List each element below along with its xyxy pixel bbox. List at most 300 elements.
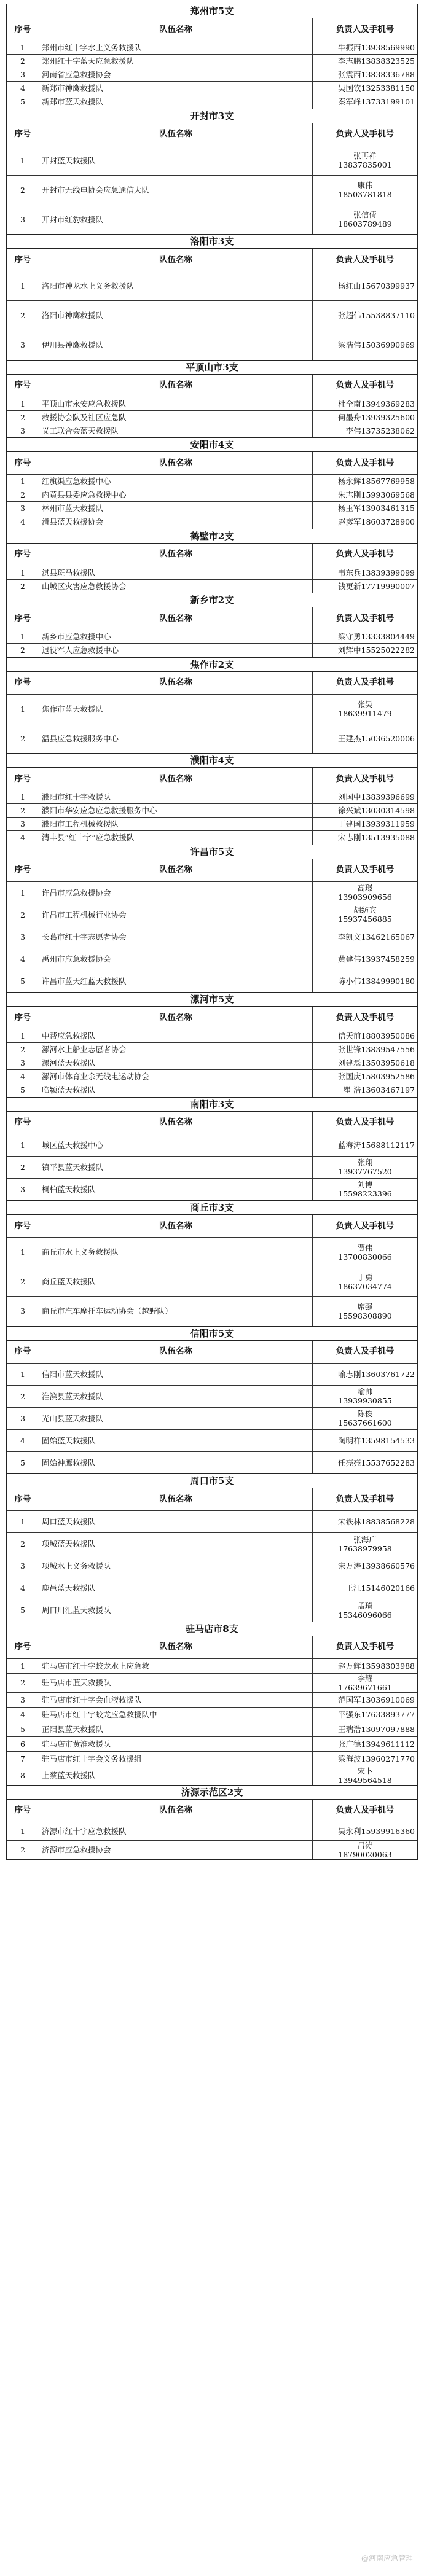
cell-person: 信天前18803950086 <box>313 1029 418 1043</box>
cell-team: 商丘市汽车摩托车运动协会（越野队） <box>39 1297 313 1326</box>
header-person: 负责人及手机号 <box>313 18 418 41</box>
cell-team: 周口蓝天救援队 <box>39 1511 313 1533</box>
team-table <box>7 1341 417 1474</box>
header-team: 队伍名称 <box>39 1800 313 1822</box>
table-header-row <box>7 375 417 397</box>
cell-idx: 2 <box>20 581 25 591</box>
cell-person: 钱更新17719990007 <box>313 579 418 593</box>
table-row <box>7 926 417 948</box>
cell-team: 义工联合会蓝天救援队 <box>39 424 313 437</box>
cell-person: 李凯文13462165067 <box>313 926 418 948</box>
table-row <box>7 804 417 818</box>
table-row <box>7 566 417 579</box>
header-team: 队伍名称 <box>39 1007 313 1029</box>
table-row <box>7 1083 417 1097</box>
table-header-row <box>7 607 417 630</box>
team-table <box>7 607 417 657</box>
cell-idx: 5 <box>20 1606 25 1615</box>
header-team: 队伍名称 <box>39 249 313 271</box>
cell-team: 驻马店市红十字蛟龙水上应急救 <box>39 1658 313 1673</box>
cell-person: 陶明祥13598154533 <box>313 1429 418 1451</box>
team-table <box>7 249 417 360</box>
cell-team: 济源市应急救援协会 <box>39 1840 313 1859</box>
cell-person: 梁守勇13333804449 <box>313 630 418 644</box>
table-row <box>7 424 417 437</box>
table-header-row <box>7 1488 417 1511</box>
cell-person: 杨永辉18567769958 <box>313 475 418 488</box>
table-row <box>7 1822 417 1840</box>
team-table <box>7 1636 417 1785</box>
table-row <box>7 1429 417 1451</box>
cell-person: 李伟13735238062 <box>313 424 418 437</box>
cell-idx: 2 <box>7 1385 39 1407</box>
header-person: 负责人及手机号 <box>313 1007 418 1029</box>
cell-team: 淇县斑马救援队 <box>39 566 313 579</box>
city-section <box>6 438 418 529</box>
cell-team: 光山县蓝天救援队 <box>39 1407 313 1429</box>
cell-team: 中帮应急救援队 <box>39 1029 313 1043</box>
city-section <box>6 1622 418 1786</box>
cell-person: 吴永利15939916360 <box>313 1822 418 1840</box>
cell-team: 伊川县神鹰救援队 <box>39 330 313 360</box>
cell-idx: 1 <box>7 1658 39 1673</box>
city-title: 郑州市5支 <box>7 4 417 18</box>
table-row <box>7 1043 417 1056</box>
cell-person: 刘博 15598223396 <box>313 1178 418 1200</box>
header-idx: 序号 <box>7 1341 39 1364</box>
table-row <box>7 1070 417 1083</box>
table-row <box>7 55 417 68</box>
cell-team: 鹿邑蓝天救援队 <box>39 1577 313 1599</box>
cell-team: 商丘市水上义务救援队 <box>39 1238 313 1267</box>
cell-team: 驻马店市黄淮救援队 <box>39 1736 313 1751</box>
cell-team: 许昌市应急救援协会 <box>39 881 313 904</box>
cell-idx: 2 <box>7 175 39 205</box>
table-header-row <box>7 1215 417 1238</box>
cell-person: 韦东兵13839399099 <box>313 566 418 579</box>
cell-idx: 3 <box>20 1306 25 1316</box>
cell-person: 赵彦军18603728900 <box>313 515 418 529</box>
city-section <box>6 1098 418 1201</box>
header-idx: 序号 <box>7 768 39 790</box>
cell-idx: 2 <box>7 1267 39 1297</box>
team-table <box>7 1215 417 1326</box>
cell-idx: 4 <box>7 948 39 970</box>
cell-idx: 2 <box>7 410 39 424</box>
cell-team: 开封市红豹救援队 <box>39 205 313 234</box>
header-person: 负责人及手机号 <box>313 768 418 790</box>
cell-idx: 3 <box>7 1056 39 1070</box>
cell-team: 周口川汇蓝天救援队 <box>39 1599 313 1622</box>
rescue-team-directory <box>6 4 418 1860</box>
cell-person: 杨玉军13903461315 <box>313 502 418 515</box>
cell-idx: 3 <box>7 502 39 515</box>
table-header-row <box>7 1007 417 1029</box>
cell-person: 张震西13838336788 <box>313 68 418 82</box>
cell-team: 新郑市神鹰救援队 <box>39 82 313 95</box>
city-section <box>6 109 418 235</box>
table-header-row <box>7 249 417 271</box>
table-row <box>7 1156 417 1178</box>
cell-person: 朱志刚15993069568 <box>313 488 418 502</box>
header-person: 负责人及手机号 <box>313 859 418 882</box>
table-header-row <box>7 768 417 790</box>
table-row <box>7 1673 417 1692</box>
cell-team: 镇平县蓝天救援队 <box>39 1156 313 1178</box>
cell-person: 吕涛 18790020063 <box>313 1840 418 1859</box>
team-table <box>7 1112 417 1201</box>
cell-team: 驻马店市红十字会血液救援队 <box>39 1692 313 1707</box>
cell-team: 温县应急救援服务中心 <box>39 724 313 753</box>
header-idx: 序号 <box>7 1488 39 1511</box>
table-header-row <box>7 859 417 882</box>
table-row <box>7 515 417 529</box>
cell-team: 项城蓝天救援队 <box>39 1533 313 1555</box>
cell-idx: 1 <box>7 1822 39 1840</box>
table-row <box>7 205 417 234</box>
table-row <box>7 1722 417 1736</box>
cell-person: 刘建磊13503950618 <box>313 1056 418 1070</box>
cell-person: 梁海波13960271770 <box>313 1751 418 1766</box>
cell-idx: 5 <box>20 1458 25 1467</box>
city-section <box>6 754 418 845</box>
cell-team: 禹州市应急救援协会 <box>39 948 313 970</box>
cell-team: 滑县蓝天救援协会 <box>39 515 313 529</box>
city-title: 新乡市2支 <box>7 593 417 607</box>
header-idx: 序号 <box>7 123 39 146</box>
table-row <box>7 948 417 970</box>
table-row <box>7 271 417 301</box>
city-title: 许昌市5支 <box>7 845 417 859</box>
cell-person: 张昊 18639911479 <box>313 694 418 724</box>
cell-team: 长葛市红十字志愿者协会 <box>39 926 313 948</box>
header-idx: 序号 <box>7 1215 39 1238</box>
cell-team: 开封蓝天救援队 <box>39 146 313 175</box>
table-row <box>7 818 417 831</box>
table-row <box>7 1178 417 1200</box>
header-team: 队伍名称 <box>39 375 313 397</box>
cell-person: 孟琦 15346096066 <box>313 1599 418 1622</box>
header-team: 队伍名称 <box>39 123 313 146</box>
cell-person: 李志鹏13838323525 <box>313 55 418 68</box>
table-row <box>7 488 417 502</box>
cell-person: 何墨舟13939325600 <box>313 410 418 424</box>
header-idx: 序号 <box>7 375 39 397</box>
cell-idx: 2 <box>7 804 39 818</box>
table-row <box>7 1707 417 1722</box>
cell-person: 李耀 17639671661 <box>313 1673 418 1692</box>
cell-person: 张国庆15803952586 <box>313 1070 418 1083</box>
header-team: 队伍名称 <box>39 18 313 41</box>
table-row <box>7 1029 417 1043</box>
cell-team: 漯河市体育业余无线电运动协会 <box>39 1070 313 1083</box>
cell-person: 陈俊 15637661600 <box>313 1407 418 1429</box>
city-title: 驻马店市8支 <box>7 1622 417 1636</box>
cell-team: 山城区灾害应急救援协会 <box>39 579 313 593</box>
cell-idx: 7 <box>7 1751 39 1766</box>
cell-person: 瞿 浩13603467197 <box>313 1083 418 1097</box>
cell-team: 漯河水上船业志愿者协会 <box>39 1043 313 1056</box>
cell-idx: 1 <box>7 1134 39 1156</box>
cell-idx: 6 <box>7 1736 39 1751</box>
table-row <box>7 1658 417 1673</box>
cell-person: 梁浩伟15036990969 <box>313 330 418 360</box>
cell-idx: 5 <box>20 976 25 986</box>
table-row <box>7 1533 417 1555</box>
cell-team: 濮阳市红十字救援队 <box>39 790 313 804</box>
header-team: 队伍名称 <box>39 544 313 566</box>
cell-team: 内黄县县委应急救援中心 <box>39 488 313 502</box>
table-row <box>7 1840 417 1859</box>
city-section <box>6 658 418 754</box>
table-row <box>7 904 417 926</box>
cell-team: 退役军人应急救援中心 <box>39 644 313 657</box>
team-table <box>7 859 417 993</box>
cell-person: 席强 15598308890 <box>313 1297 418 1326</box>
city-section <box>6 593 418 658</box>
cell-idx: 2 <box>7 1533 39 1555</box>
cell-idx: 2 <box>7 1673 39 1692</box>
cell-idx: 5 <box>20 1085 25 1095</box>
header-team: 队伍名称 <box>39 859 313 882</box>
table-row <box>7 1407 417 1429</box>
cell-idx: 2 <box>7 1156 39 1178</box>
cell-idx: 1 <box>7 881 39 904</box>
table-row <box>7 1555 417 1577</box>
header-team: 队伍名称 <box>39 1341 313 1364</box>
city-section <box>6 361 418 439</box>
table-row <box>7 1134 417 1156</box>
cell-team: 桐柏蓝天救援队 <box>39 1178 313 1200</box>
cell-idx: 1 <box>7 694 39 724</box>
cell-idx: 4 <box>7 1070 39 1083</box>
cell-idx: 4 <box>20 517 25 527</box>
header-team: 队伍名称 <box>39 607 313 630</box>
cell-person: 张世锋13839547556 <box>313 1043 418 1056</box>
cell-person: 秦军峰13733199101 <box>313 95 418 109</box>
cell-person: 贾伟 13700830066 <box>313 1238 418 1267</box>
city-title: 濮阳市4支 <box>7 754 417 768</box>
header-person: 负责人及手机号 <box>313 544 418 566</box>
cell-team: 上蔡蓝天救援队 <box>39 1766 313 1785</box>
table-row <box>7 831 417 845</box>
header-idx: 序号 <box>7 859 39 882</box>
cell-person: 陈小伟13849990180 <box>313 970 418 992</box>
cell-idx: 5 <box>20 97 25 107</box>
header-person: 负责人及手机号 <box>313 249 418 271</box>
header-person: 负责人及手机号 <box>313 1488 418 1511</box>
header-team: 队伍名称 <box>39 1636 313 1659</box>
cell-idx: 4 <box>7 1429 39 1451</box>
cell-person: 康伟 18503781818 <box>313 175 418 205</box>
header-idx: 序号 <box>7 249 39 271</box>
header-team: 队伍名称 <box>39 1488 313 1511</box>
cell-team: 洛阳市神鹰救援队 <box>39 301 313 330</box>
cell-team: 红旗渠应急救援中心 <box>39 475 313 488</box>
table-row <box>7 1511 417 1533</box>
cell-person: 蓝海涛15688112117 <box>313 1134 418 1156</box>
cell-person: 平强东17633893777 <box>313 1707 418 1722</box>
cell-team: 正阳县蓝天救援队 <box>39 1722 313 1736</box>
cell-idx: 3 <box>7 818 39 831</box>
table-row <box>7 1751 417 1766</box>
cell-idx: 3 <box>20 340 25 350</box>
cell-person: 高璟 13903909656 <box>313 881 418 904</box>
cell-person: 张海广 17638979958 <box>313 1533 418 1555</box>
header-person: 负责人及手机号 <box>313 1112 418 1134</box>
header-idx: 序号 <box>7 452 39 475</box>
cell-idx: 1 <box>7 146 39 175</box>
header-person: 负责人及手机号 <box>313 1800 418 1822</box>
header-idx: 序号 <box>7 1007 39 1029</box>
header-person: 负责人及手机号 <box>313 375 418 397</box>
cell-team: 河南省应急救援协会 <box>39 68 313 82</box>
cell-team: 驻马店市红十字会义务救援组 <box>39 1751 313 1766</box>
table-row <box>7 1599 417 1622</box>
city-title: 平顶山市3支 <box>7 361 417 375</box>
cell-idx: 4 <box>7 1707 39 1722</box>
city-section <box>6 1327 418 1475</box>
cell-idx: 1 <box>7 475 39 488</box>
cell-idx: 1 <box>7 566 39 579</box>
cell-idx: 2 <box>20 646 25 655</box>
team-table <box>7 1007 417 1097</box>
cell-idx: 3 <box>20 426 25 435</box>
cell-idx: 3 <box>7 1692 39 1707</box>
cell-team: 平顶山市永安应急救援队 <box>39 397 313 410</box>
table-row <box>7 1451 417 1473</box>
cell-person: 范国军13036910069 <box>313 1692 418 1707</box>
city-title: 洛阳市3支 <box>7 235 417 249</box>
header-idx: 序号 <box>7 18 39 41</box>
cell-team: 驻马店市蓝天救援队 <box>39 1673 313 1692</box>
table-row <box>7 881 417 904</box>
cell-person: 胡纺宾 15937456885 <box>313 904 418 926</box>
city-title: 漯河市5支 <box>7 993 417 1007</box>
watermark: @河南应急管理 <box>361 2554 413 2562</box>
table-row <box>7 95 417 109</box>
header-person: 负责人及手机号 <box>313 1341 418 1364</box>
cell-team: 商丘蓝天救援队 <box>39 1267 313 1297</box>
cell-team: 郑州市红十字水上义务救援队 <box>39 41 313 55</box>
cell-idx: 4 <box>7 82 39 95</box>
city-section <box>6 1201 418 1327</box>
cell-idx: 2 <box>20 733 25 743</box>
cell-person: 刘国中13839396699 <box>313 790 418 804</box>
cell-person: 王瑞浩13097097888 <box>313 1722 418 1736</box>
cell-idx: 1 <box>7 790 39 804</box>
cell-team: 驻马店市红十字蛟龙应急救援队中 <box>39 1707 313 1722</box>
header-team: 队伍名称 <box>39 1112 313 1134</box>
cell-idx: 8 <box>20 1771 25 1780</box>
table-row <box>7 1363 417 1385</box>
cell-person: 黄建伟13937458259 <box>313 948 418 970</box>
city-section <box>6 529 418 594</box>
cell-person: 丁勇 18637034774 <box>313 1267 418 1297</box>
table-row <box>7 1766 417 1785</box>
city-section <box>6 845 418 993</box>
cell-idx: 2 <box>7 904 39 926</box>
table-header-row <box>7 544 417 566</box>
city-title: 鹤壁市2支 <box>7 529 417 544</box>
table-row <box>7 1267 417 1297</box>
cell-idx: 3 <box>20 214 25 224</box>
cell-idx: 1 <box>7 1511 39 1533</box>
table-row <box>7 1238 417 1267</box>
table-row <box>7 790 417 804</box>
cell-person: 宋铁林18838568228 <box>313 1511 418 1533</box>
table-header-row <box>7 123 417 146</box>
cell-idx: 4 <box>7 1577 39 1599</box>
table-row <box>7 301 417 330</box>
cell-person: 喻志刚13603761722 <box>313 1363 418 1385</box>
team-table <box>7 123 417 235</box>
cell-person: 张超伟15538837110 <box>313 301 418 330</box>
header-person: 负责人及手机号 <box>313 452 418 475</box>
team-table <box>7 768 417 845</box>
header-team: 队伍名称 <box>39 1215 313 1238</box>
cell-idx: 3 <box>20 1184 25 1194</box>
cell-person: 王江15146020166 <box>313 1577 418 1599</box>
cell-person: 杨红山15670399937 <box>313 271 418 301</box>
cell-team: 城区蓝天救援中心 <box>39 1134 313 1156</box>
cell-idx: 3 <box>7 68 39 82</box>
cell-idx: 3 <box>7 1555 39 1577</box>
header-idx: 序号 <box>7 544 39 566</box>
cell-team: 固始蓝天救援队 <box>39 1429 313 1451</box>
city-section <box>6 993 418 1098</box>
cell-person: 张再祥 13837835001 <box>313 146 418 175</box>
city-section <box>6 1474 418 1622</box>
header-person: 负责人及手机号 <box>313 607 418 630</box>
header-idx: 序号 <box>7 1112 39 1134</box>
cell-person: 任亮亮15537652283 <box>313 1451 418 1473</box>
cell-person: 喻帅 13939930855 <box>313 1385 418 1407</box>
table-row <box>7 330 417 360</box>
cell-idx: 2 <box>7 1043 39 1056</box>
cell-person: 吴国钦13253381150 <box>313 82 418 95</box>
cell-idx: 1 <box>7 1363 39 1385</box>
table-row <box>7 1297 417 1326</box>
team-table <box>7 375 417 438</box>
table-row <box>7 397 417 410</box>
header-idx: 序号 <box>7 1636 39 1659</box>
table-row <box>7 1692 417 1707</box>
header-idx: 序号 <box>7 672 39 695</box>
city-section <box>6 4 418 109</box>
cell-person: 张广德13949611112 <box>313 1736 418 1751</box>
team-table <box>7 544 417 593</box>
table-header-row <box>7 18 417 41</box>
cell-team: 开封市无线电协会应急通信大队 <box>39 175 313 205</box>
header-person: 负责人及手机号 <box>313 1215 418 1238</box>
header-team: 队伍名称 <box>39 768 313 790</box>
cell-team: 信阳市蓝天救援队 <box>39 1363 313 1385</box>
cell-person: 丁建国13939311959 <box>313 818 418 831</box>
cell-idx: 1 <box>7 397 39 410</box>
cell-person: 张翔 13937767520 <box>313 1156 418 1178</box>
table-row <box>7 475 417 488</box>
table-row <box>7 146 417 175</box>
table-row <box>7 1577 417 1599</box>
header-person: 负责人及手机号 <box>313 672 418 695</box>
table-row <box>7 1736 417 1751</box>
cell-team: 濮阳市工程机械救援队 <box>39 818 313 831</box>
table-row <box>7 1056 417 1070</box>
team-table <box>7 672 417 754</box>
cell-person: 赵万辉13598303988 <box>313 1658 418 1673</box>
table-row <box>7 68 417 82</box>
